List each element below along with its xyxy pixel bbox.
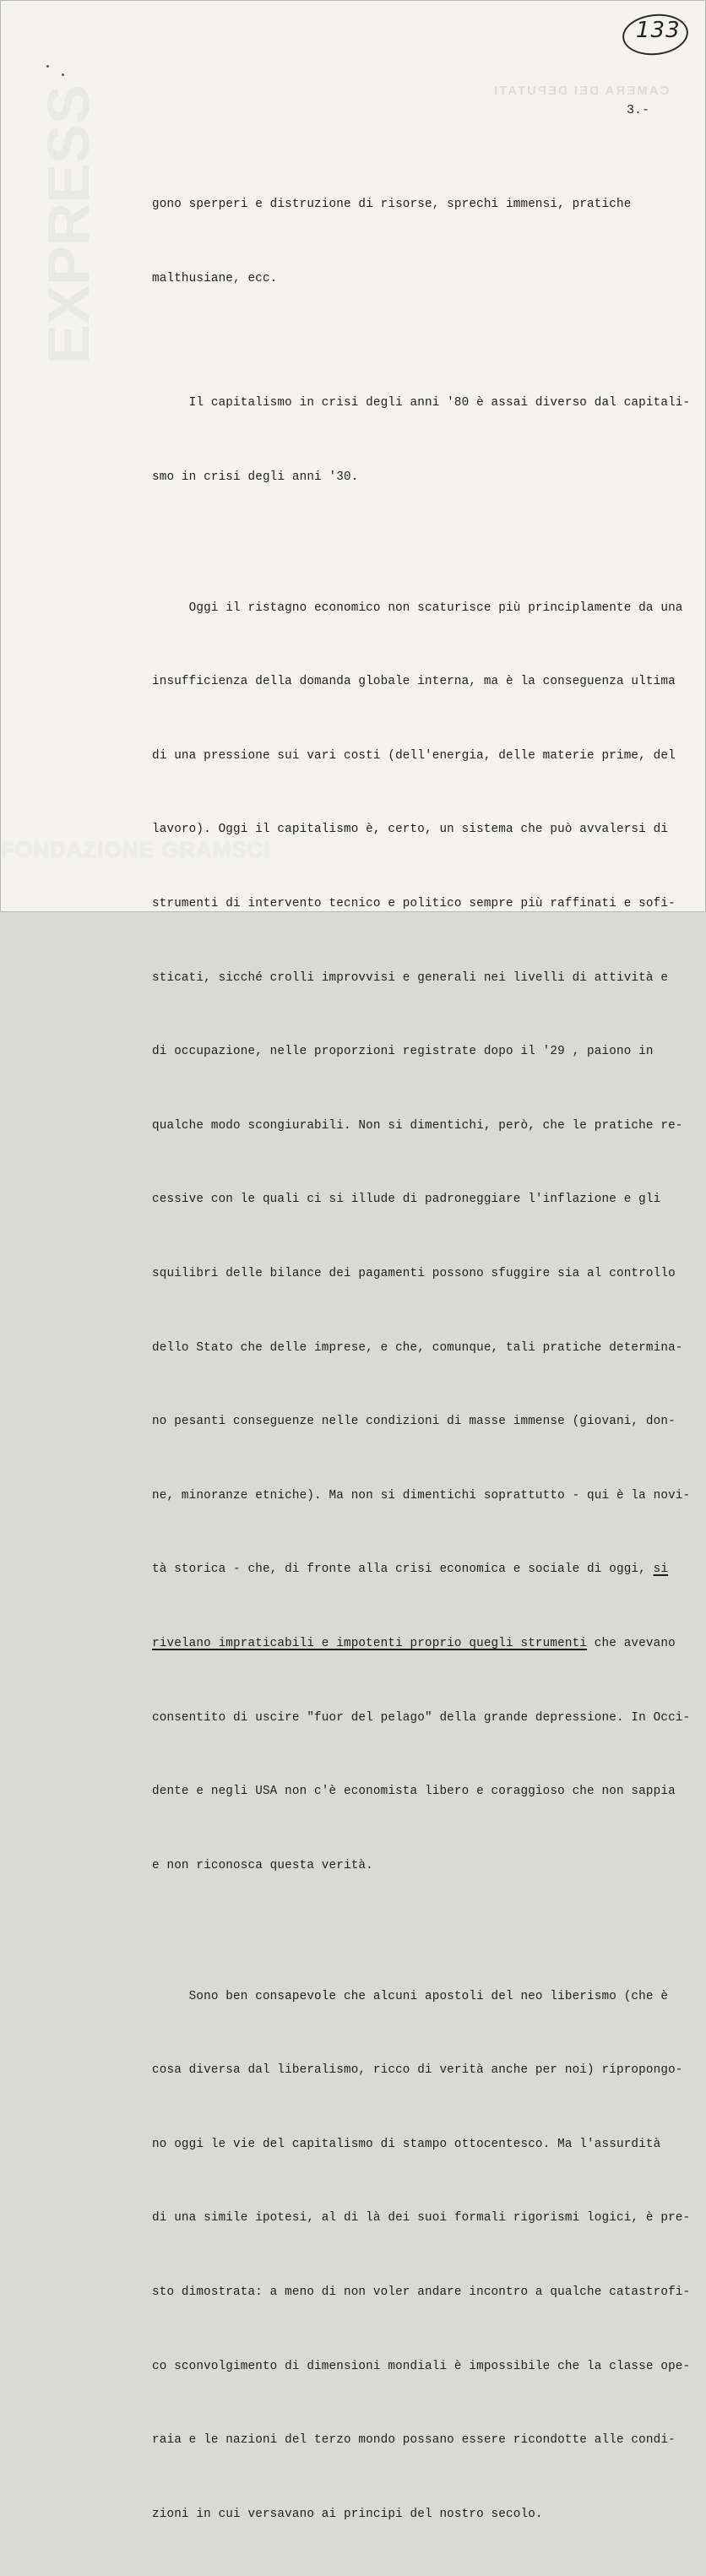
- text-line: consentito di uscire "fuor del pelago" della grande depressione. In Occi-: [152, 1710, 691, 1725]
- text-line: di una simile ipotesi, al di là dei suoi formali rigorismi logici, è pre-: [152, 2211, 691, 2225]
- bleed-through-vertical: EXPRESS: [35, 84, 101, 364]
- page-number: 3.-: [627, 103, 650, 117]
- text-line: [152, 1632, 676, 1656]
- text-line: dello Stato che delle imprese, e che, comunque, tali pratiche determina-: [152, 1340, 683, 1355]
- text-line: malthusiane, ecc.: [152, 272, 278, 285]
- archive-page-number: 133: [636, 18, 681, 43]
- text-line: di una pressione sui vari costi (dell'energia, delle materie prime, del: [152, 748, 676, 763]
- typed-body-text: [152, 144, 691, 2576]
- text-line: no oggi le vie del capitalismo di stampo ottocentesco. Ma l'assurdità: [152, 2137, 661, 2151]
- text-line: sto dimostrata: a meno di non voler andare incontro a qualche catastrofi-: [152, 2285, 691, 2300]
- ink-speck: [46, 65, 49, 68]
- text-line: no pesanti conseguenze nelle condizioni di masse immense (giovani, don-: [152, 1415, 676, 1429]
- text-line: Sono ben consapevole che alcuni apostoli del neo liberismo (che è: [152, 1989, 669, 2003]
- text-line: cosa diversa dal liberalismo, ricco di verità anche per noi) ripropongo-: [152, 2063, 683, 2078]
- text-line: di occupazione, nelle proporzioni registrate dopo il '29 , paiono in: [152, 1045, 654, 1059]
- text-line: raia e le nazioni del terzo mondo possano essere ricondotte alle condi-: [152, 2433, 676, 2448]
- ink-speck: [62, 73, 64, 76]
- text-line: co sconvolgimento di dimensioni mondiali è impossibile che la classe ope-: [152, 2359, 691, 2373]
- text-line: lavoro). Oggi il capitalismo è, certo, un sistema che può avvalersi di: [152, 823, 669, 837]
- text-line: cessive con le quali ci si illude di padroneggiare l'inflazione e gli: [152, 1193, 661, 1207]
- text-line: ne, minoranze etniche). Ma non si dimentichi soprattutto - qui è la novi-: [152, 1488, 691, 1503]
- text-line: strumenti di intervento tecnico e politico sempre più raffinati e sofi-: [152, 896, 676, 910]
- text-line: insufficienza della domanda globale interna, ma è la conseguenza ultima: [152, 675, 676, 689]
- underlined-text: rivelano impraticabili e impotenti proprio quegli strumenti: [152, 1636, 588, 1650]
- text-line: dente e negli USA non c'è economista libero e coraggioso che non sappia: [152, 1785, 676, 1799]
- text-segment: tà storica - che, di fronte alla crisi economica e sociale di oggi,: [152, 1562, 654, 1577]
- text-line: Il capitalismo in crisi degli anni '80 è assai diverso dal capitali-: [152, 396, 691, 410]
- text-line: e non riconosca questa verità.: [152, 1858, 373, 1872]
- text-line: qualche modo scongiurabili. Non si dimentichi, però, che le pratiche re-: [152, 1118, 683, 1133]
- archive-watermark: FONDAZIONE GRAMSCI: [1, 837, 271, 862]
- bleed-through-letterhead: CAMERA DEI DEPUTATI: [492, 84, 670, 98]
- text-line: gono sperperi e distruzione di risorse, sprechi immensi, pratiche: [152, 198, 632, 212]
- text-line: [152, 1557, 669, 1582]
- text-segment: che avevano: [587, 1636, 676, 1650]
- text-line: Oggi il ristagno economico non scaturisce più principlamente da una: [152, 601, 683, 615]
- text-line: smo in crisi degli anni '30.: [152, 470, 359, 484]
- text-line: sticati, sicché crolli improvvisi e generali nei livelli di attività e: [152, 970, 669, 985]
- underlined-text: si: [653, 1562, 669, 1577]
- text-line: zioni in cui versavano ai principi del nostro secolo.: [152, 2507, 543, 2521]
- text-line: squilibri delle bilance dei pagamenti possono sfuggire sia al controllo: [152, 1266, 676, 1280]
